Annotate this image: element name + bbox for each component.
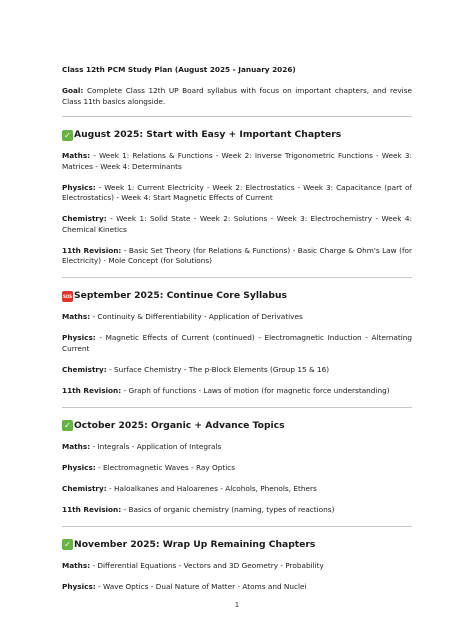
subject-label: Maths: [62, 151, 91, 160]
section-title: August 2025: Start with Easy + Important Chapters [74, 129, 342, 140]
section-divider [62, 277, 412, 278]
subject-row-11th-revision [62, 246, 412, 267]
subject-label: Maths: [62, 312, 91, 321]
subject-row-chemistry [62, 214, 412, 235]
section-title: November 2025: Wrap Up Remaining Chapters [74, 538, 316, 550]
section-divider [62, 407, 412, 408]
subject-text: - Continuity & Differentiability - Application of Derivatives [90, 312, 303, 321]
section-heading-october [62, 420, 412, 432]
subject-row-physics [62, 183, 412, 204]
sos-icon: SOS [62, 291, 73, 302]
section-divider [62, 116, 412, 117]
subject-label: Chemistry: [62, 483, 107, 493]
subject-row-maths [62, 561, 412, 572]
goal-paragraph [62, 86, 412, 107]
section-title: September 2025: Continue Core Syllabus [74, 290, 287, 301]
subject-label: Maths: [62, 560, 91, 570]
subject-text: - Week 1: Current Electricity - Week 2: Electrostatics - Week 3: Capacitance (part of Electrostatics) - Week 4: Start Magnetic Effects of Current [62, 182, 412, 202]
subject-label: 11th Revision: [62, 504, 122, 514]
goal-label: Goal: [62, 86, 84, 95]
subject-text: - Integrals - Application of Integrals [90, 441, 222, 451]
subject-row-maths [62, 312, 412, 323]
document-title: Class 12th PCM Study Plan (August 2025 - January 2026) [62, 65, 296, 74]
subject-row-chemistry [62, 365, 412, 376]
subject-label: Maths: [62, 441, 91, 451]
check-mark-icon: ✓ [62, 130, 73, 141]
subject-label: Physics: [62, 581, 96, 591]
page-number: 1 [234, 601, 240, 609]
section-title: October 2025: Organic + Advance Topics [74, 419, 285, 431]
subject-label: Physics: [62, 182, 96, 192]
subject-row-11th-revision [62, 386, 412, 397]
subject-text: - Surface Chemistry - The p-Block Elements (Group 15 & 16) [106, 364, 330, 374]
document-content [62, 65, 412, 603]
subject-text: - Basic Set Theory (for Relations & Functions) - Basic Charge & Ohm's Law (for Electricity) - Mole Concept (for Solutions) [62, 245, 412, 265]
subject-text: - Differential Equations - Vectors and 3D Geometry - Probability [90, 560, 324, 570]
subject-label: Chemistry: [62, 214, 107, 223]
subject-label: 11th Revision: [62, 245, 122, 255]
section-divider [62, 526, 412, 527]
section-heading-november [62, 539, 412, 551]
subject-text: - Week 1: Relations & Functions - Week 2: Inverse Trigonometric Functions - Week 3: Matrices - Week 4: Determinants [62, 151, 412, 171]
check-mark-icon: ✓ [62, 420, 73, 431]
section-heading-august [62, 129, 412, 141]
subject-row-physics [62, 333, 412, 354]
subject-row-11th-revision [62, 505, 412, 516]
subject-text: - Basics of organic chemistry (naming, types of reactions) [121, 504, 335, 514]
section-heading-september [62, 290, 412, 302]
subject-text: - Haloalkanes and Haloarenes - Alcohols, Phenols, Ethers [106, 483, 317, 493]
subject-label: Physics: [62, 462, 96, 472]
subject-text: - Wave Optics - Dual Nature of Matter - Atoms and Nuclei [95, 581, 307, 591]
subject-text: - Magnetic Effects of Current (continued) - Electromagnetic Induction - Alternating Current [62, 333, 412, 353]
check-mark-icon: ✓ [62, 539, 73, 550]
subject-label: Chemistry: [62, 364, 107, 374]
subject-text: - Electromagnetic Waves - Ray Optics [95, 462, 236, 472]
subject-label: Physics: [62, 333, 96, 342]
subject-row-maths [62, 442, 412, 453]
subject-row-maths [62, 151, 412, 172]
subject-text: - Week 1: Solid State - Week 2: Solutions - Week 3: Electrochemistry - Week 4: Chemical Kinetics [62, 214, 412, 234]
goal-text: Complete Class 12th UP Board syllabus with focus on important chapters, and revise Class 11th basics alongside. [62, 86, 412, 106]
subject-row-physics [62, 463, 412, 474]
subject-text: - Graph of functions - Laws of motion (for magnetic force understanding) [121, 385, 390, 395]
subject-row-chemistry [62, 484, 412, 495]
subject-label: 11th Revision: [62, 385, 122, 395]
subject-row-physics [62, 582, 412, 593]
